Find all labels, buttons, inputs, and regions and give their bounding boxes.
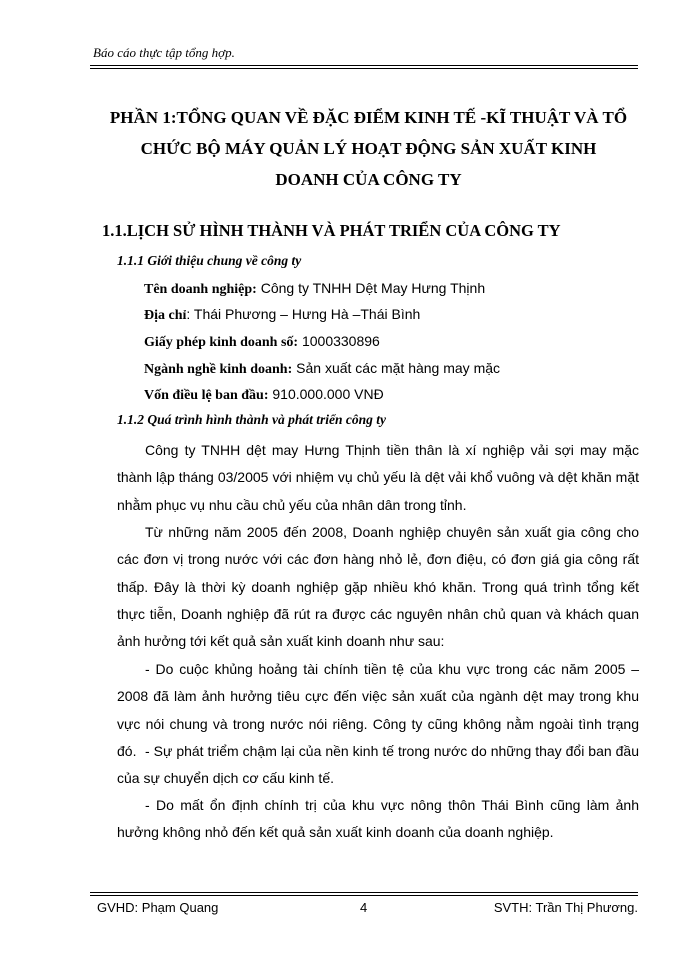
subsection-title-1: 1.1.1 Giới thiệu chung về công ty [117, 253, 302, 268]
paragraph-1: Công ty TNHH dệt may Hưng Thịnh tiền thân là xí nghiệp vải sợi may mặc thành lập tháng 03/2005 với nhiệm vụ chủ yếu là dệt vải khổ vuông và dệt khăn mặt nhằm phục vụ nhu cầu chủ yếu của nhân dân trong tỉnh. [117, 442, 639, 513]
company-name-label: Tên doanh nghiệp: [144, 282, 257, 297]
industry-line [144, 360, 500, 378]
paragraph-5: - Do mất ổn định chính trị của khu vực nông thôn Thái Bình cũng làm ảnh hưởng không nhỏ đến kết quả sản xuất kinh doanh của doanh nghiệp. [117, 797, 639, 841]
capital-value: 910.000.000 VNĐ [268, 386, 384, 402]
section-title: 1.1.LỊCH SỬ HÌNH THÀNH VÀ PHÁT TRIỂN CỦA CÔNG TY [102, 221, 561, 240]
footer-student: SVTH: Trần Thị Phương. [493, 900, 638, 915]
part-title [96, 102, 641, 195]
paragraph-3: - Do cuộc khủng hoảng tài chính tiền tệ của khu vực trong các năm 2005 – 2008 đã làm ảnh hưởng tiêu cực đến việc sản xuất của ngành dệt may trong khu vực nói chung và trong nước nói riêng. Công ty cũng không nằm ngoài tình trạng đó. [117, 661, 639, 759]
footer-rule [90, 892, 638, 896]
address-label: Địa chỉ [144, 308, 187, 323]
address-value: : Thái Phương – Hưng Hà –Thái Bình [186, 306, 421, 322]
footer-advisor: GVHD: Phạm Quang [97, 900, 219, 915]
part-title-line-3: DOANH CỦA CÔNG TY [275, 170, 462, 189]
subsection-title-2: 1.1.2 Quá trình hình thành và phát triển công ty [117, 412, 386, 427]
company-name-value: Công ty TNHH Dệt May Hưng Thịnh [256, 280, 486, 296]
paragraph-2: Từ những năm 2005 đến 2008, Doanh nghiệp chuyên sản xuất gia công cho các đơn vị trong nước với các đơn hàng nhỏ lẻ, đơn điệu, có đơn giá gia công rất thấp. Đây là thời kỳ doanh nghiệp gặp nhiều khó khăn. Trong quá trình tổng kết thực tiễn, Doanh nghiệp đã rút ra được các nguyên nhân chủ quan và khách quan ảnh hưởng tới kết quả sản xuất kinh doanh như sau: [117, 524, 639, 650]
part-title-line-1: PHẦN 1:TỔNG QUAN VỀ ĐẶC ĐIỂM KINH TẾ -KĨ THUẬT VÀ TỔ [109, 108, 628, 127]
license-value: 1000330896 [298, 333, 380, 349]
license-line [144, 333, 380, 351]
part-title-line-2: CHỨC BỘ MÁY QUẢN LÝ HOẠT ĐỘNG SẢN XUẤT KINH [140, 139, 597, 158]
page-header: Báo cáo thực tập tổng hợp. [93, 45, 235, 60]
industry-value: Sản xuất các mặt hàng may mặc [292, 360, 501, 376]
license-label: Giấy phép kinh doanh số: [144, 335, 299, 350]
industry-label: Ngành nghề kinh doanh: [144, 362, 293, 377]
capital-line [144, 386, 384, 404]
address-line [144, 306, 420, 324]
paragraph-4: - Sự phát triểm chậm lại của nền kinh tế trong nước do những thay đổi ban đầu của sự chuyển dịch cơ cấu kinh tế. [117, 743, 639, 787]
footer-page-number: 4 [360, 900, 368, 915]
company-name-line [144, 280, 485, 298]
header-rule [90, 65, 638, 69]
capital-label: Vốn điều lệ ban đầu: [144, 388, 269, 403]
